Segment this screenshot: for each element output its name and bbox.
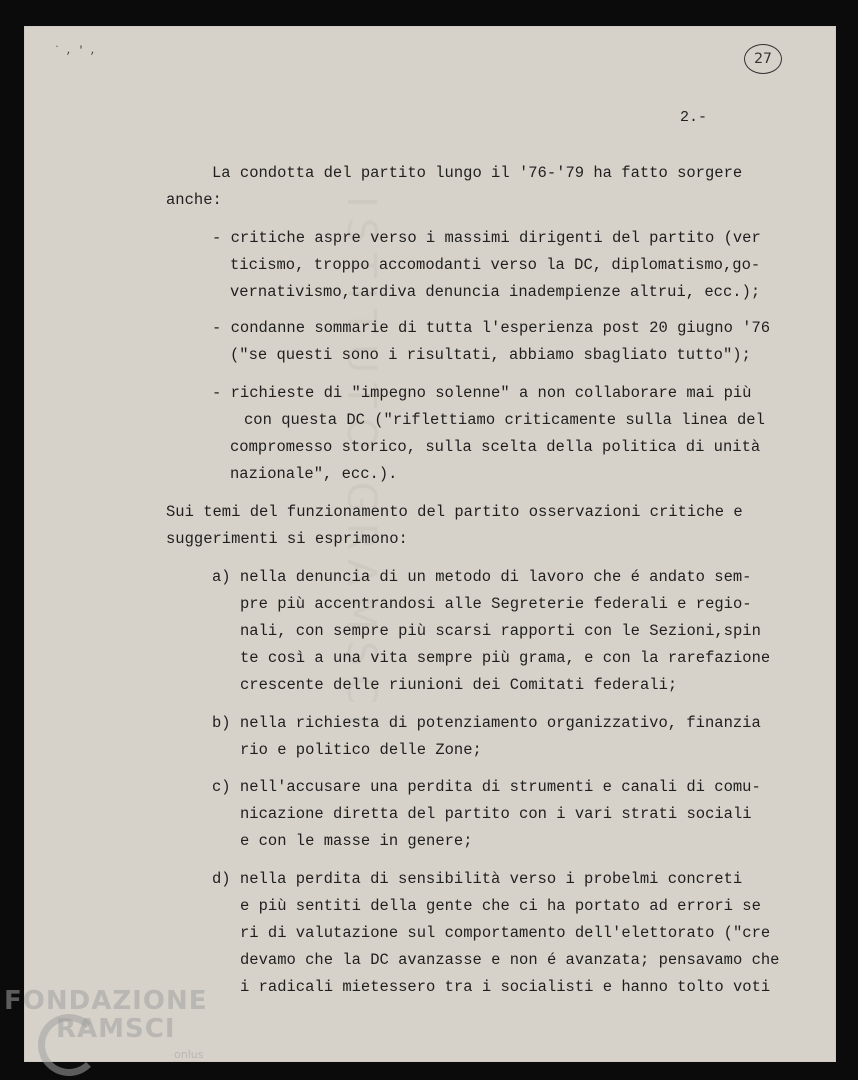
list-item-line: devamo che la DC avanzasse e non é avanzata; pensavamo che: [240, 951, 780, 969]
folio-number: 27: [744, 44, 782, 74]
list-item-line: ("se questi sono i risultati, abbiamo sbagliato tutto");: [230, 346, 751, 364]
list-item-line: c) nell'accusare una perdita di strumenti e canali di comu-: [212, 778, 761, 796]
text-line: La condotta del partito lungo il '76-'79 ha fatto sorgere: [212, 164, 743, 182]
list-item-line: rio e politico delle Zone;: [240, 741, 482, 759]
corner-marks: ` , ' ,: [54, 46, 97, 57]
list-item-line: te così a una vita sempre più grama, e con la rarefazione: [240, 649, 771, 667]
list-item-line: e più sentiti della gente che ci ha portato ad errori se: [240, 897, 761, 915]
list-item-line: - richieste di "impegno solenne" a non collaborare mai più: [212, 384, 752, 402]
list-item-line: pre più accentrandosi alle Segreterie federali e regio-: [240, 595, 752, 613]
list-item-line: d) nella perdita di sensibilità verso i probelmi concreti: [212, 870, 743, 888]
list-item-line: b) nella richiesta di potenziamento organizzativo, finanzia: [212, 714, 761, 732]
list-item-line: i radicali mietessero tra i socialisti e hanno tolto voti: [240, 978, 771, 996]
text-line: Sui temi del funzionamento del partito osservazioni critiche e: [166, 503, 743, 521]
watermark-line-2: RAMSCI: [56, 1014, 176, 1044]
list-item-line: - critiche aspre verso i massimi dirigenti del partito (ver: [212, 229, 761, 247]
text-line: anche:: [166, 191, 222, 209]
list-item-line: ticismo, troppo accomodanti verso la DC, diplomatismo,go-: [230, 256, 761, 274]
list-item-line: crescente delle riunioni dei Comitati federali;: [240, 676, 678, 694]
list-item-line: a) nella denuncia di un metodo di lavoro che é andato sem-: [212, 568, 752, 586]
watermark-line-3: onlus: [174, 1048, 204, 1061]
list-item-line: ri di valutazione sul comportamento dell'elettorato ("cre: [240, 924, 771, 942]
text-line: suggerimenti si esprimono:: [166, 530, 408, 548]
list-item-line: nali, con sempre più scarsi rapporti con le Sezioni,spin: [240, 622, 761, 640]
watermark-line-1: FONDAZIONE: [4, 986, 208, 1016]
document-page: [24, 26, 836, 1062]
list-item-line: vernativismo,tardiva denuncia inadempienze altrui, ecc.);: [230, 283, 761, 301]
list-item-line: nicazione diretta del partito con i vari strati sociali: [240, 805, 752, 823]
page-number: 2.-: [680, 109, 708, 126]
list-item-line: con questa DC ("riflettiamo criticamente sulla linea del: [244, 411, 765, 429]
list-item-line: nazionale", ecc.).: [230, 465, 398, 483]
list-item-line: compromesso storico, sulla scelta della politica di unità: [230, 438, 761, 456]
list-item-line: - condanne sommarie di tutta l'esperienza post 20 giugno '76: [212, 319, 771, 337]
list-item-line: e con le masse in genere;: [240, 832, 473, 850]
